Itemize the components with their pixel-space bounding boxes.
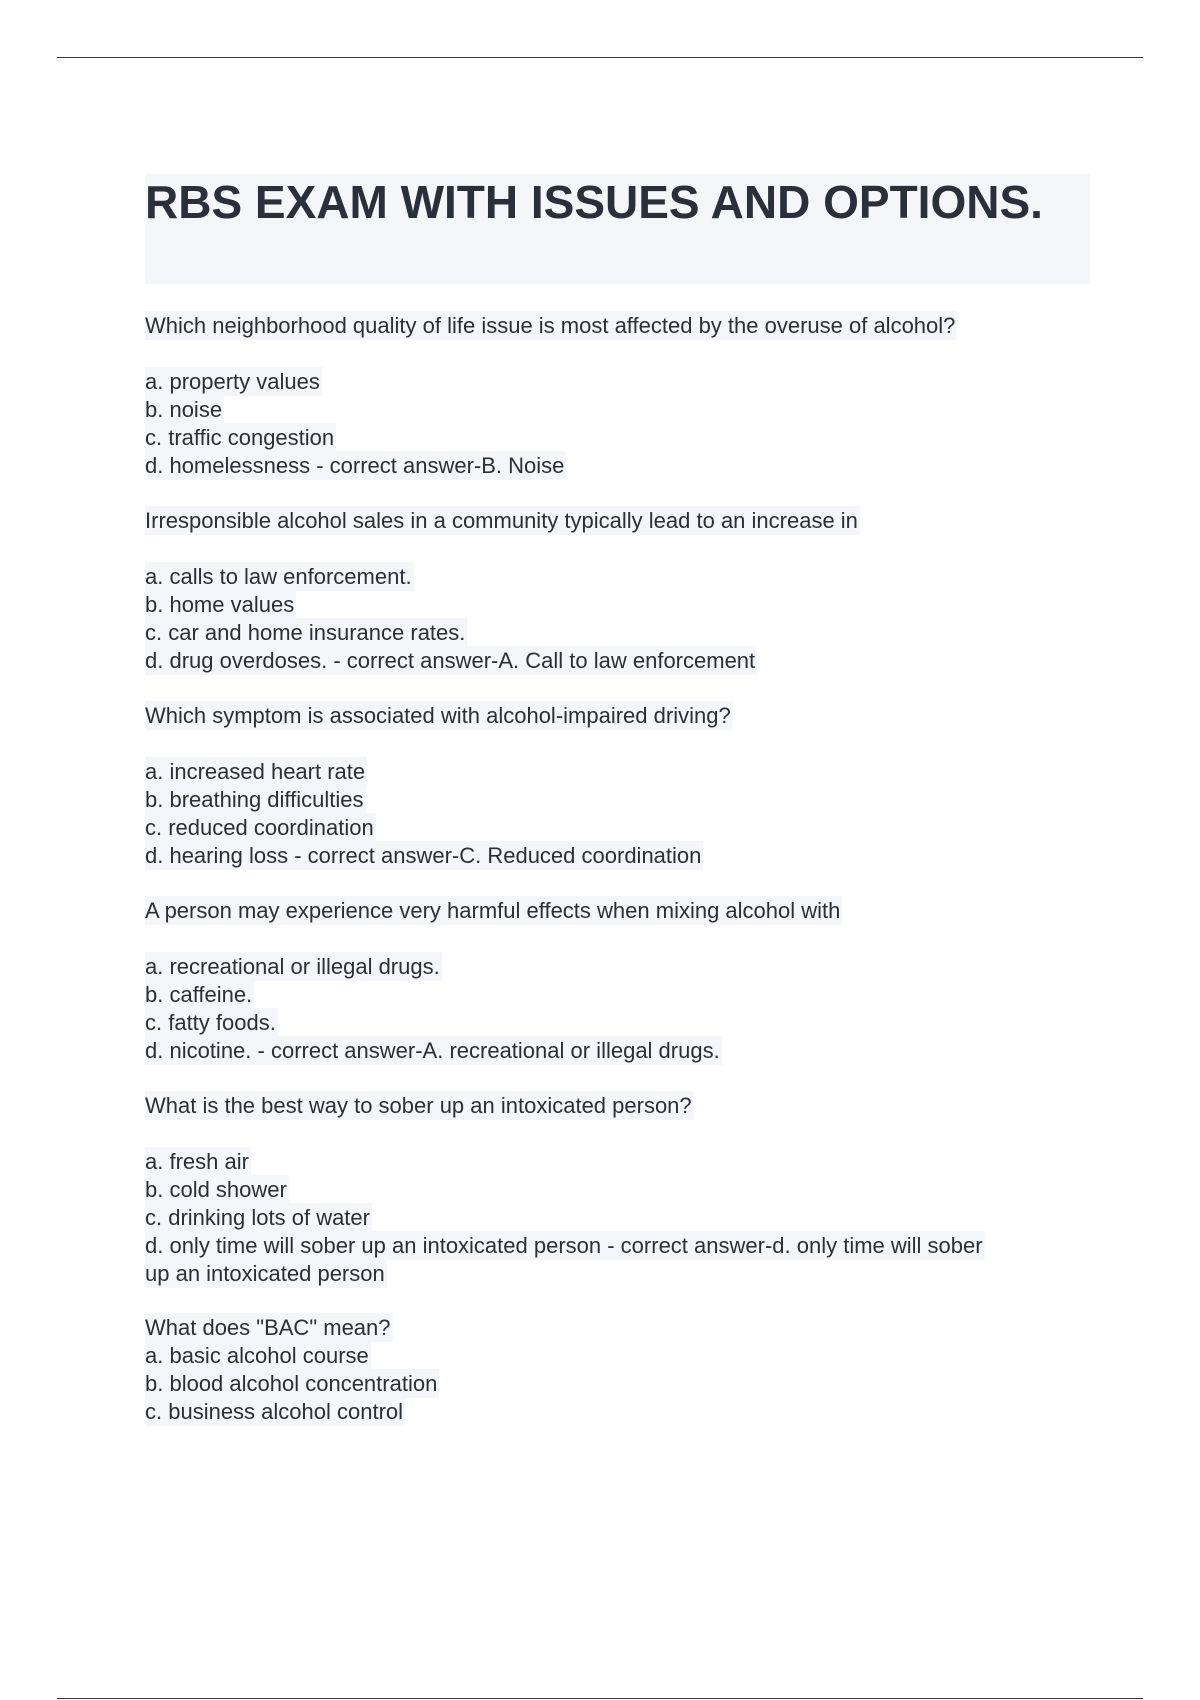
question-text: Which symptom is associated with alcohol-impaired driving? [145,703,731,728]
question-text: What does "BAC" mean? [145,1315,391,1340]
option-b: b. blood alcohol concentration [145,1371,438,1396]
question-block-4 [145,897,1090,925]
option-b: b. caffeine. [145,982,253,1007]
option-c: c. traffic congestion [145,425,335,450]
page-title: RBS EXAM WITH ISSUES AND OPTIONS. [145,176,1043,228]
option-d: d. hearing loss - correct answer-C. Reduced coordination [145,843,702,868]
bottom-rule [57,1698,1143,1699]
question-block-5 [145,1092,1090,1120]
question-block-2 [145,507,1090,535]
options-block-4 [145,953,1090,1065]
document-body [145,174,1090,1424]
option-d: d. only time will sober up an intoxicated person - correct answer-d. only time will sober [145,1233,983,1258]
option-b: b. home values [145,592,295,617]
option-d: d. drug overdoses. - correct answer-A. Call to law enforcement [145,648,756,673]
question-text: What is the best way to sober up an intoxicated person? [145,1093,692,1118]
question-block-6 [145,1314,1090,1426]
option-c: c. fatty foods. [145,1010,276,1035]
option-a: a. increased heart rate [145,759,366,784]
option-a: a. property values [145,369,320,394]
option-a: a. fresh air [145,1149,249,1174]
options-block-1 [145,368,1090,480]
option-c: c. drinking lots of water [145,1205,370,1230]
option-a: a. calls to law enforcement. [145,564,412,589]
question-text: A person may experience very harmful effects when mixing alcohol with [145,898,841,923]
option-d: d. nicotine. - correct answer-A. recreational or illegal drugs. [145,1038,720,1063]
options-block-3 [145,758,1090,870]
option-b: b. cold shower [145,1177,287,1202]
question-block-1 [145,312,1090,340]
option-c: c. business alcohol control [145,1399,404,1424]
option-a: a. basic alcohol course [145,1343,369,1368]
option-d: d. homelessness - correct answer-B. Noise [145,453,565,478]
question-text: Which neighborhood quality of life issue is most affected by the overuse of alcohol? [145,313,956,338]
options-block-2 [145,563,1090,675]
title-box [145,174,1090,284]
option-c: c. car and home insurance rates. [145,620,466,645]
option-c: c. reduced coordination [145,815,374,840]
top-rule [57,57,1143,58]
question-block-3 [145,702,1090,730]
options-block-5 [145,1148,1090,1288]
question-text: Irresponsible alcohol sales in a community typically lead to an increase in [145,508,858,533]
option-b: b. breathing difficulties [145,787,364,812]
option-b: b. noise [145,397,223,422]
option-a: a. recreational or illegal drugs. [145,954,440,979]
option-d-continued: up an intoxicated person [145,1261,385,1286]
